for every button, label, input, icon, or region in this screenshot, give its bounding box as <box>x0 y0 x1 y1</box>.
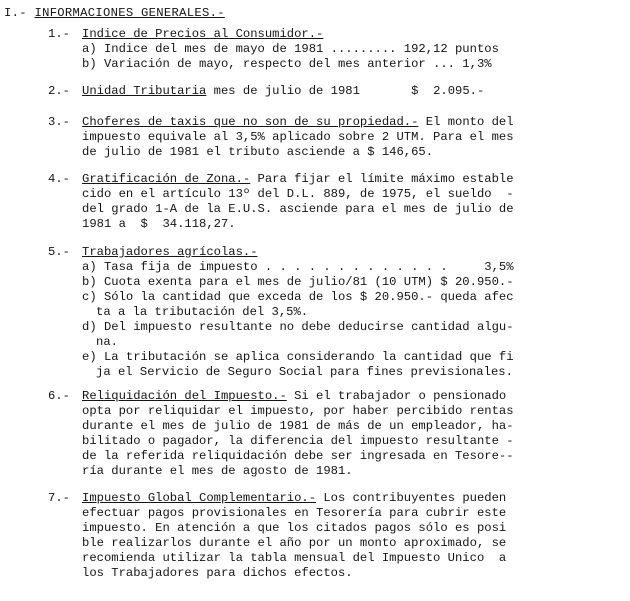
item-5-d-line-1: d) Del impuesto resultante no debe deducirse cantidad algu- <box>82 320 514 334</box>
item-4-line-2: cido en el artículo 13º del D.L. 889, de 1975, el sueldo - <box>82 187 514 201</box>
heading-title: INFORMACIONES GENERALES.- <box>34 6 225 20</box>
item-6-line-6: ría durante el mes de agosto de 1981. <box>82 464 353 478</box>
item-2 <box>48 84 618 99</box>
item-2-title: Unidad Tributaria <box>82 84 207 98</box>
item-3-line-2: impuesto equivale al 3,5% aplicado sobre 2 UTM. Para el mes <box>82 130 514 144</box>
item-7-line-2: efectuar pagos provisionales en Tesorería para cubrir este <box>82 506 507 520</box>
item-5-c-line-2: ta a la tributación del 3,5%. <box>96 305 309 319</box>
item-1-b: b) Variación de mayo, respecto del mes anterior ... 1,3% <box>82 57 492 71</box>
item-1-number: 1.- <box>48 27 70 41</box>
item-1-title: Indice de Precios al Consumidor.- <box>82 27 324 41</box>
item-7 <box>48 491 618 581</box>
item-4-number: 4.- <box>48 172 70 186</box>
item-7-number: 7.- <box>48 491 70 505</box>
item-5-a: a) Tasa fija de impuesto . . . . . . . . . . . . . 3,5% <box>82 260 514 274</box>
item-4-line-3: del grado 1-A de la E.U.S. asciende para el mes de julio de <box>82 202 514 216</box>
item-6-number: 6.- <box>48 389 70 403</box>
item-6 <box>48 389 618 479</box>
item-4 <box>48 172 618 232</box>
item-4-line-4: 1981 a $ 34.118,27. <box>82 217 236 231</box>
item-7-line-6: los Trabajadores para dichos efectos. <box>82 566 353 580</box>
item-3-line-1: El monto del <box>418 115 514 129</box>
item-6-line-2: opta por reliquidar el impuesto, por haber percibido rentas <box>82 404 514 418</box>
item-6-line-1: Si el trabajador o pensionado <box>286 389 507 403</box>
item-5-b: b) Cuota exenta para el mes de julio/81 (10 UTM) $ 20.950.- <box>82 275 514 289</box>
item-1-a: a) Indice del mes de mayo de 1981 ......... 192,12 puntos <box>82 42 499 56</box>
item-3-number: 3.- <box>48 115 70 129</box>
item-6-line-3: durante el mes de julio de 1981 de más de un empleador, ha- <box>82 419 514 433</box>
item-6-title: Reliquidación del Impuesto.- <box>82 389 287 403</box>
item-5-e-line-1: e) La tributación se aplica considerando la cantidad que fi <box>82 350 514 364</box>
item-7-line-1: Los contribuyentes pueden <box>316 491 507 505</box>
item-3-line-3: de julio de 1981 el tributo asciende a $ 146,65. <box>82 145 434 159</box>
section-heading <box>4 6 225 21</box>
item-7-line-4: ble realizarlos durante el año por un monto aproximado, se <box>82 536 507 550</box>
item-5-d-line-2: na. <box>96 335 118 349</box>
item-3-title: Choferes de taxis que no son de su propiedad.- <box>82 115 419 129</box>
item-5 <box>48 245 618 380</box>
item-2-text: mes de julio de 1981 $ 2.095.- <box>206 84 485 98</box>
item-6-line-5: de la referida reliquidación debe ser ingresada en Tesore-- <box>82 449 514 463</box>
item-4-line-1: Para fijar el límite máximo estable <box>250 172 514 186</box>
heading-roman: I.- <box>4 6 27 20</box>
item-1 <box>48 27 618 72</box>
item-5-e-line-2: ja el Servicio de Seguro Social para fines previsionales. <box>96 365 513 379</box>
item-3 <box>48 115 618 160</box>
item-5-c-line-1: c) Sólo la cantidad que exceda de los $ 20.950.- queda afec <box>82 290 514 304</box>
item-4-title: Gratificación de Zona.- <box>82 172 251 186</box>
item-5-title: Trabajadores agrícolas.- <box>82 245 258 259</box>
item-5-number: 5.- <box>48 245 70 259</box>
item-6-line-4: bilitado o pagador, la diferencia del impuesto resultante - <box>82 434 514 448</box>
item-2-number: 2.- <box>48 84 70 98</box>
item-7-line-3: impuesto. En atención a que los citados pagos sólo es posi <box>82 521 507 535</box>
item-7-line-5: recomienda utilizar la tabla mensual del Impuesto Unico a <box>82 551 507 565</box>
item-7-title: Impuesto Global Complementario.- <box>82 491 317 505</box>
